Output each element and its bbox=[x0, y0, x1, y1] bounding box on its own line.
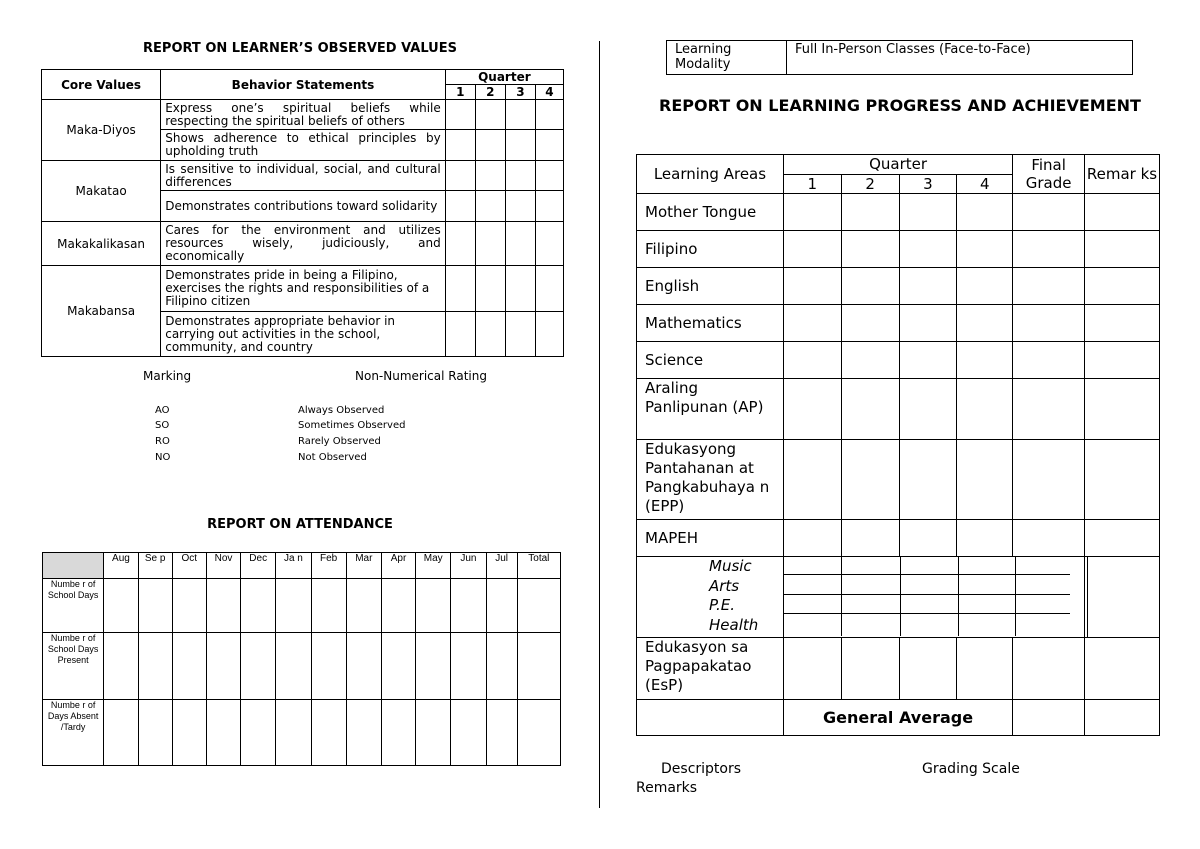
attendance-cell[interactable] bbox=[346, 633, 381, 700]
grade-cell[interactable] bbox=[899, 231, 957, 268]
header-core-values: Core Values bbox=[42, 70, 161, 100]
grade-cell[interactable] bbox=[957, 638, 1013, 700]
remarks-cell[interactable] bbox=[1085, 379, 1160, 440]
learning-area-ap: Araling Panlipunan (AP) bbox=[637, 379, 784, 440]
behavior-statement: Demonstrates pride in being a Filipino, exercises the rights and responsibilities of a Filipino citizen bbox=[161, 266, 446, 312]
grade-cell[interactable] bbox=[957, 342, 1013, 379]
grade-cell[interactable] bbox=[783, 440, 841, 520]
grade-cell[interactable] bbox=[899, 268, 957, 305]
quarter-1-header: 1 bbox=[783, 175, 841, 194]
general-average-label: General Average bbox=[783, 700, 1012, 736]
general-average-grade[interactable] bbox=[1013, 700, 1085, 736]
mapeh-components bbox=[637, 557, 784, 638]
rating-cell[interactable] bbox=[475, 222, 505, 266]
grade-cell[interactable] bbox=[841, 638, 899, 700]
behavior-statement: Demonstrates contributions toward solidarity bbox=[161, 191, 446, 222]
grade-cell[interactable] bbox=[957, 194, 1013, 231]
rating-cell[interactable] bbox=[475, 266, 505, 312]
grade-cell[interactable] bbox=[783, 342, 841, 379]
attendance-cell[interactable] bbox=[486, 633, 517, 700]
rating-cell[interactable] bbox=[445, 100, 475, 130]
attendance-cell[interactable] bbox=[381, 633, 415, 700]
grade-cell[interactable] bbox=[783, 520, 841, 557]
mapeh-health: Health bbox=[709, 615, 759, 634]
mapeh-arts: Arts bbox=[709, 576, 740, 595]
rating-cell[interactable] bbox=[535, 130, 563, 161]
attendance-cell[interactable] bbox=[517, 700, 560, 766]
remarks-cell[interactable] bbox=[1085, 557, 1160, 638]
behavior-statement: Is sensitive to individual, social, and cultural differences bbox=[161, 161, 446, 191]
rating-cell[interactable] bbox=[475, 191, 505, 222]
month-header: Ja n bbox=[276, 553, 311, 579]
rating-cell[interactable] bbox=[535, 222, 563, 266]
attendance-corner-cell bbox=[43, 553, 104, 579]
header-behavior-statements: Behavior Statements bbox=[161, 70, 446, 100]
learning-area-epp: Edukasyong Pantahanan at Pangkabuhaya n (EPP) bbox=[637, 440, 784, 520]
attendance-row-label: Numbe r of School Days Present bbox=[43, 633, 104, 700]
final-grade-cell[interactable] bbox=[1013, 520, 1085, 557]
attendance-cell[interactable] bbox=[311, 579, 346, 633]
grade-cell[interactable] bbox=[957, 305, 1013, 342]
grade-cell[interactable] bbox=[841, 342, 899, 379]
final-grade-cell[interactable] bbox=[1013, 194, 1085, 231]
attendance-cell[interactable] bbox=[381, 579, 415, 633]
attendance-cell[interactable] bbox=[416, 700, 451, 766]
header-final-grade: Final Grade bbox=[1013, 155, 1085, 194]
mapeh-subgrade-grid[interactable] bbox=[784, 557, 1070, 636]
attendance-row-label: Numbe r of Days Absent /Tardy bbox=[43, 700, 104, 766]
non-numerical-rating-label: Non-Numerical Rating bbox=[355, 369, 487, 383]
behavior-statement: Cares for the environment and utilizes resources wisely, judiciously, and economically bbox=[161, 222, 446, 266]
marking-description: Always Observed bbox=[298, 405, 385, 416]
grade-cell[interactable] bbox=[957, 231, 1013, 268]
rating-cell[interactable] bbox=[445, 130, 475, 161]
final-grade-cell[interactable] bbox=[1013, 305, 1085, 342]
grading-scale-label: Grading Scale bbox=[922, 761, 1020, 777]
attendance-cell[interactable] bbox=[276, 700, 311, 766]
rating-cell[interactable] bbox=[505, 266, 535, 312]
grade-cell[interactable] bbox=[783, 379, 841, 440]
grade-cell[interactable] bbox=[899, 342, 957, 379]
attendance-cell[interactable] bbox=[451, 633, 486, 700]
rating-cell[interactable] bbox=[445, 312, 475, 357]
header-quarter: Quarter bbox=[445, 70, 563, 85]
marking-code: SO bbox=[155, 420, 170, 431]
attendance-cell[interactable] bbox=[346, 700, 381, 766]
month-header: Apr bbox=[381, 553, 415, 579]
rating-cell[interactable] bbox=[505, 222, 535, 266]
learning-modality-label: Learning Modality bbox=[667, 41, 787, 75]
core-value-makakalikasan: Makakalikasan bbox=[42, 222, 161, 266]
marking-description: Not Observed bbox=[298, 452, 367, 463]
month-header: Jul bbox=[486, 553, 517, 579]
grade-cell[interactable] bbox=[841, 440, 899, 520]
marking-code: AO bbox=[155, 405, 170, 416]
descriptors-label: Descriptors bbox=[661, 761, 742, 777]
attendance-row-label: Numbe r of School Days bbox=[43, 579, 104, 633]
grade-cell[interactable] bbox=[957, 440, 1013, 520]
attendance-cell[interactable] bbox=[451, 579, 486, 633]
month-header: Nov bbox=[206, 553, 240, 579]
grade-cell[interactable] bbox=[899, 194, 957, 231]
marking-code: NO bbox=[155, 452, 171, 463]
attendance-table bbox=[42, 552, 561, 766]
attendance-cell[interactable] bbox=[241, 633, 276, 700]
remarks-cell[interactable] bbox=[1085, 305, 1160, 342]
grade-cell[interactable] bbox=[899, 440, 957, 520]
remarks-cell[interactable] bbox=[1085, 194, 1160, 231]
remarks-cell[interactable] bbox=[1085, 440, 1160, 520]
quarter-2-header: 2 bbox=[841, 175, 899, 194]
mapeh-subgrades-area bbox=[783, 557, 1084, 638]
attendance-cell[interactable] bbox=[172, 633, 206, 700]
rating-cell[interactable] bbox=[535, 266, 563, 312]
behavior-statement: Express one’s spiritual beliefs while respecting the spiritual beliefs of others bbox=[161, 100, 446, 130]
rating-cell[interactable] bbox=[505, 100, 535, 130]
quarter-3-header: 3 bbox=[899, 175, 957, 194]
mapeh-music: Music bbox=[709, 557, 752, 575]
grade-cell[interactable] bbox=[957, 268, 1013, 305]
values-report-title: REPORT ON LEARNER’S OBSERVED VALUES bbox=[143, 41, 457, 56]
grade-cell[interactable] bbox=[899, 305, 957, 342]
month-header: Feb bbox=[311, 553, 346, 579]
header-remarks: Remar ks bbox=[1085, 155, 1160, 194]
attendance-cell[interactable] bbox=[206, 633, 240, 700]
observed-values-table bbox=[41, 69, 564, 357]
header-learning-areas: Learning Areas bbox=[637, 155, 784, 194]
grade-cell[interactable] bbox=[841, 231, 899, 268]
grade-cell[interactable] bbox=[783, 268, 841, 305]
learning-area-esp: Edukasyon sa Pagpapakatao (EsP) bbox=[637, 638, 784, 700]
rating-cell[interactable] bbox=[475, 100, 505, 130]
learning-area-mathematics: Mathematics bbox=[637, 305, 784, 342]
grade-cell[interactable] bbox=[841, 194, 899, 231]
rating-cell[interactable] bbox=[475, 161, 505, 191]
rating-cell[interactable] bbox=[475, 130, 505, 161]
grade-cell[interactable] bbox=[957, 520, 1013, 557]
attendance-cell[interactable] bbox=[486, 700, 517, 766]
learning-modality-table bbox=[666, 40, 1133, 75]
attendance-cell[interactable] bbox=[241, 700, 276, 766]
marking-code: RO bbox=[155, 436, 170, 447]
remarks-cell[interactable] bbox=[1085, 231, 1160, 268]
attendance-cell[interactable] bbox=[451, 700, 486, 766]
remarks-cell[interactable] bbox=[1085, 342, 1160, 379]
attendance-cell[interactable] bbox=[517, 633, 560, 700]
behavior-statement: Shows adherence to ethical principles by upholding truth bbox=[161, 130, 446, 161]
attendance-cell[interactable] bbox=[104, 633, 138, 700]
behavior-statement: Demonstrates appropriate behavior in carrying out activities in the school, community, and country bbox=[161, 312, 446, 357]
rating-cell[interactable] bbox=[505, 191, 535, 222]
quarter-3-header: 3 bbox=[505, 85, 535, 100]
grade-cell[interactable] bbox=[841, 520, 899, 557]
final-grade-cell[interactable] bbox=[1013, 638, 1085, 700]
attendance-cell[interactable] bbox=[104, 700, 138, 766]
grade-cell[interactable] bbox=[899, 520, 957, 557]
grade-cell[interactable] bbox=[783, 231, 841, 268]
rating-cell[interactable] bbox=[445, 266, 475, 312]
attendance-cell[interactable] bbox=[172, 700, 206, 766]
learning-area-english: English bbox=[637, 268, 784, 305]
general-average-remarks[interactable] bbox=[1085, 700, 1160, 736]
learning-area-mother-tongue: Mother Tongue bbox=[637, 194, 784, 231]
remarks-cell[interactable] bbox=[1085, 268, 1160, 305]
rating-cell[interactable] bbox=[535, 161, 563, 191]
rating-cell[interactable] bbox=[535, 100, 563, 130]
rating-cell[interactable] bbox=[445, 161, 475, 191]
marking-description: Rarely Observed bbox=[298, 436, 381, 447]
attendance-report-title: REPORT ON ATTENDANCE bbox=[207, 517, 393, 532]
grade-cell[interactable] bbox=[783, 194, 841, 231]
quarter-1-header: 1 bbox=[445, 85, 475, 100]
grade-cell[interactable] bbox=[841, 305, 899, 342]
quarter-4-header: 4 bbox=[535, 85, 563, 100]
learning-area-mapeh: MAPEH bbox=[637, 520, 784, 557]
grade-cell[interactable] bbox=[841, 379, 899, 440]
rating-cell[interactable] bbox=[505, 161, 535, 191]
grade-cell[interactable] bbox=[783, 638, 841, 700]
grade-cell[interactable] bbox=[899, 638, 957, 700]
rating-cell[interactable] bbox=[535, 312, 563, 357]
page-divider bbox=[599, 41, 600, 808]
rating-cell[interactable] bbox=[445, 191, 475, 222]
month-header: May bbox=[416, 553, 451, 579]
month-header: Mar bbox=[346, 553, 381, 579]
attendance-cell[interactable] bbox=[138, 579, 172, 633]
core-value-maka-diyos: Maka-Diyos bbox=[42, 100, 161, 161]
attendance-cell[interactable] bbox=[276, 579, 311, 633]
learning-progress-table bbox=[636, 154, 1160, 736]
attendance-cell[interactable] bbox=[486, 579, 517, 633]
attendance-cell[interactable] bbox=[172, 579, 206, 633]
quarter-2-header: 2 bbox=[475, 85, 505, 100]
learning-area-science: Science bbox=[637, 342, 784, 379]
rating-cell[interactable] bbox=[505, 312, 535, 357]
mapeh-pe: P.E. bbox=[709, 596, 735, 614]
rating-cell[interactable] bbox=[535, 191, 563, 222]
quarter-4-header: 4 bbox=[957, 175, 1013, 194]
rating-cell[interactable] bbox=[445, 222, 475, 266]
final-grade-cell[interactable] bbox=[1013, 231, 1085, 268]
attendance-cell[interactable] bbox=[104, 579, 138, 633]
attendance-cell[interactable] bbox=[311, 633, 346, 700]
final-grade-cell[interactable] bbox=[1013, 379, 1085, 440]
month-header: Jun bbox=[451, 553, 486, 579]
attendance-cell[interactable] bbox=[311, 700, 346, 766]
learning-modality-value: Full In-Person Classes (Face-to-Face) bbox=[787, 41, 1133, 75]
grade-cell[interactable] bbox=[783, 305, 841, 342]
total-header: Total bbox=[517, 553, 560, 579]
attendance-cell[interactable] bbox=[241, 579, 276, 633]
remarks-cell[interactable] bbox=[1085, 638, 1160, 700]
attendance-cell[interactable] bbox=[206, 579, 240, 633]
rating-cell[interactable] bbox=[475, 312, 505, 357]
month-header: Aug bbox=[104, 553, 138, 579]
month-header: Se p bbox=[138, 553, 172, 579]
attendance-cell[interactable] bbox=[276, 633, 311, 700]
month-header: Oct bbox=[172, 553, 206, 579]
final-grade-cell[interactable] bbox=[1013, 268, 1085, 305]
attendance-cell[interactable] bbox=[416, 633, 451, 700]
general-average-blank bbox=[637, 700, 784, 736]
attendance-cell[interactable] bbox=[346, 579, 381, 633]
final-grade-cell[interactable] bbox=[1013, 342, 1085, 379]
attendance-cell[interactable] bbox=[517, 579, 560, 633]
month-header: Dec bbox=[241, 553, 276, 579]
attendance-cell[interactable] bbox=[381, 700, 415, 766]
core-value-makatao: Makatao bbox=[42, 161, 161, 222]
attendance-cell[interactable] bbox=[138, 633, 172, 700]
grade-cell[interactable] bbox=[841, 268, 899, 305]
progress-report-title: REPORT ON LEARNING PROGRESS AND ACHIEVEMENT bbox=[659, 96, 1141, 115]
header-quarter: Quarter bbox=[783, 155, 1012, 175]
marking-label: Marking bbox=[143, 369, 192, 383]
grade-cell[interactable] bbox=[899, 379, 957, 440]
core-value-makabansa: Makabansa bbox=[42, 266, 161, 357]
final-grade-cell[interactable] bbox=[1013, 440, 1085, 520]
grade-cell[interactable] bbox=[957, 379, 1013, 440]
rating-cell[interactable] bbox=[505, 130, 535, 161]
learning-area-filipino: Filipino bbox=[637, 231, 784, 268]
attendance-cell[interactable] bbox=[416, 579, 451, 633]
remarks-label: Remarks bbox=[636, 780, 698, 796]
remarks-cell[interactable] bbox=[1085, 520, 1160, 557]
marking-description: Sometimes Observed bbox=[298, 420, 406, 431]
attendance-cell[interactable] bbox=[206, 700, 240, 766]
attendance-cell[interactable] bbox=[138, 700, 172, 766]
